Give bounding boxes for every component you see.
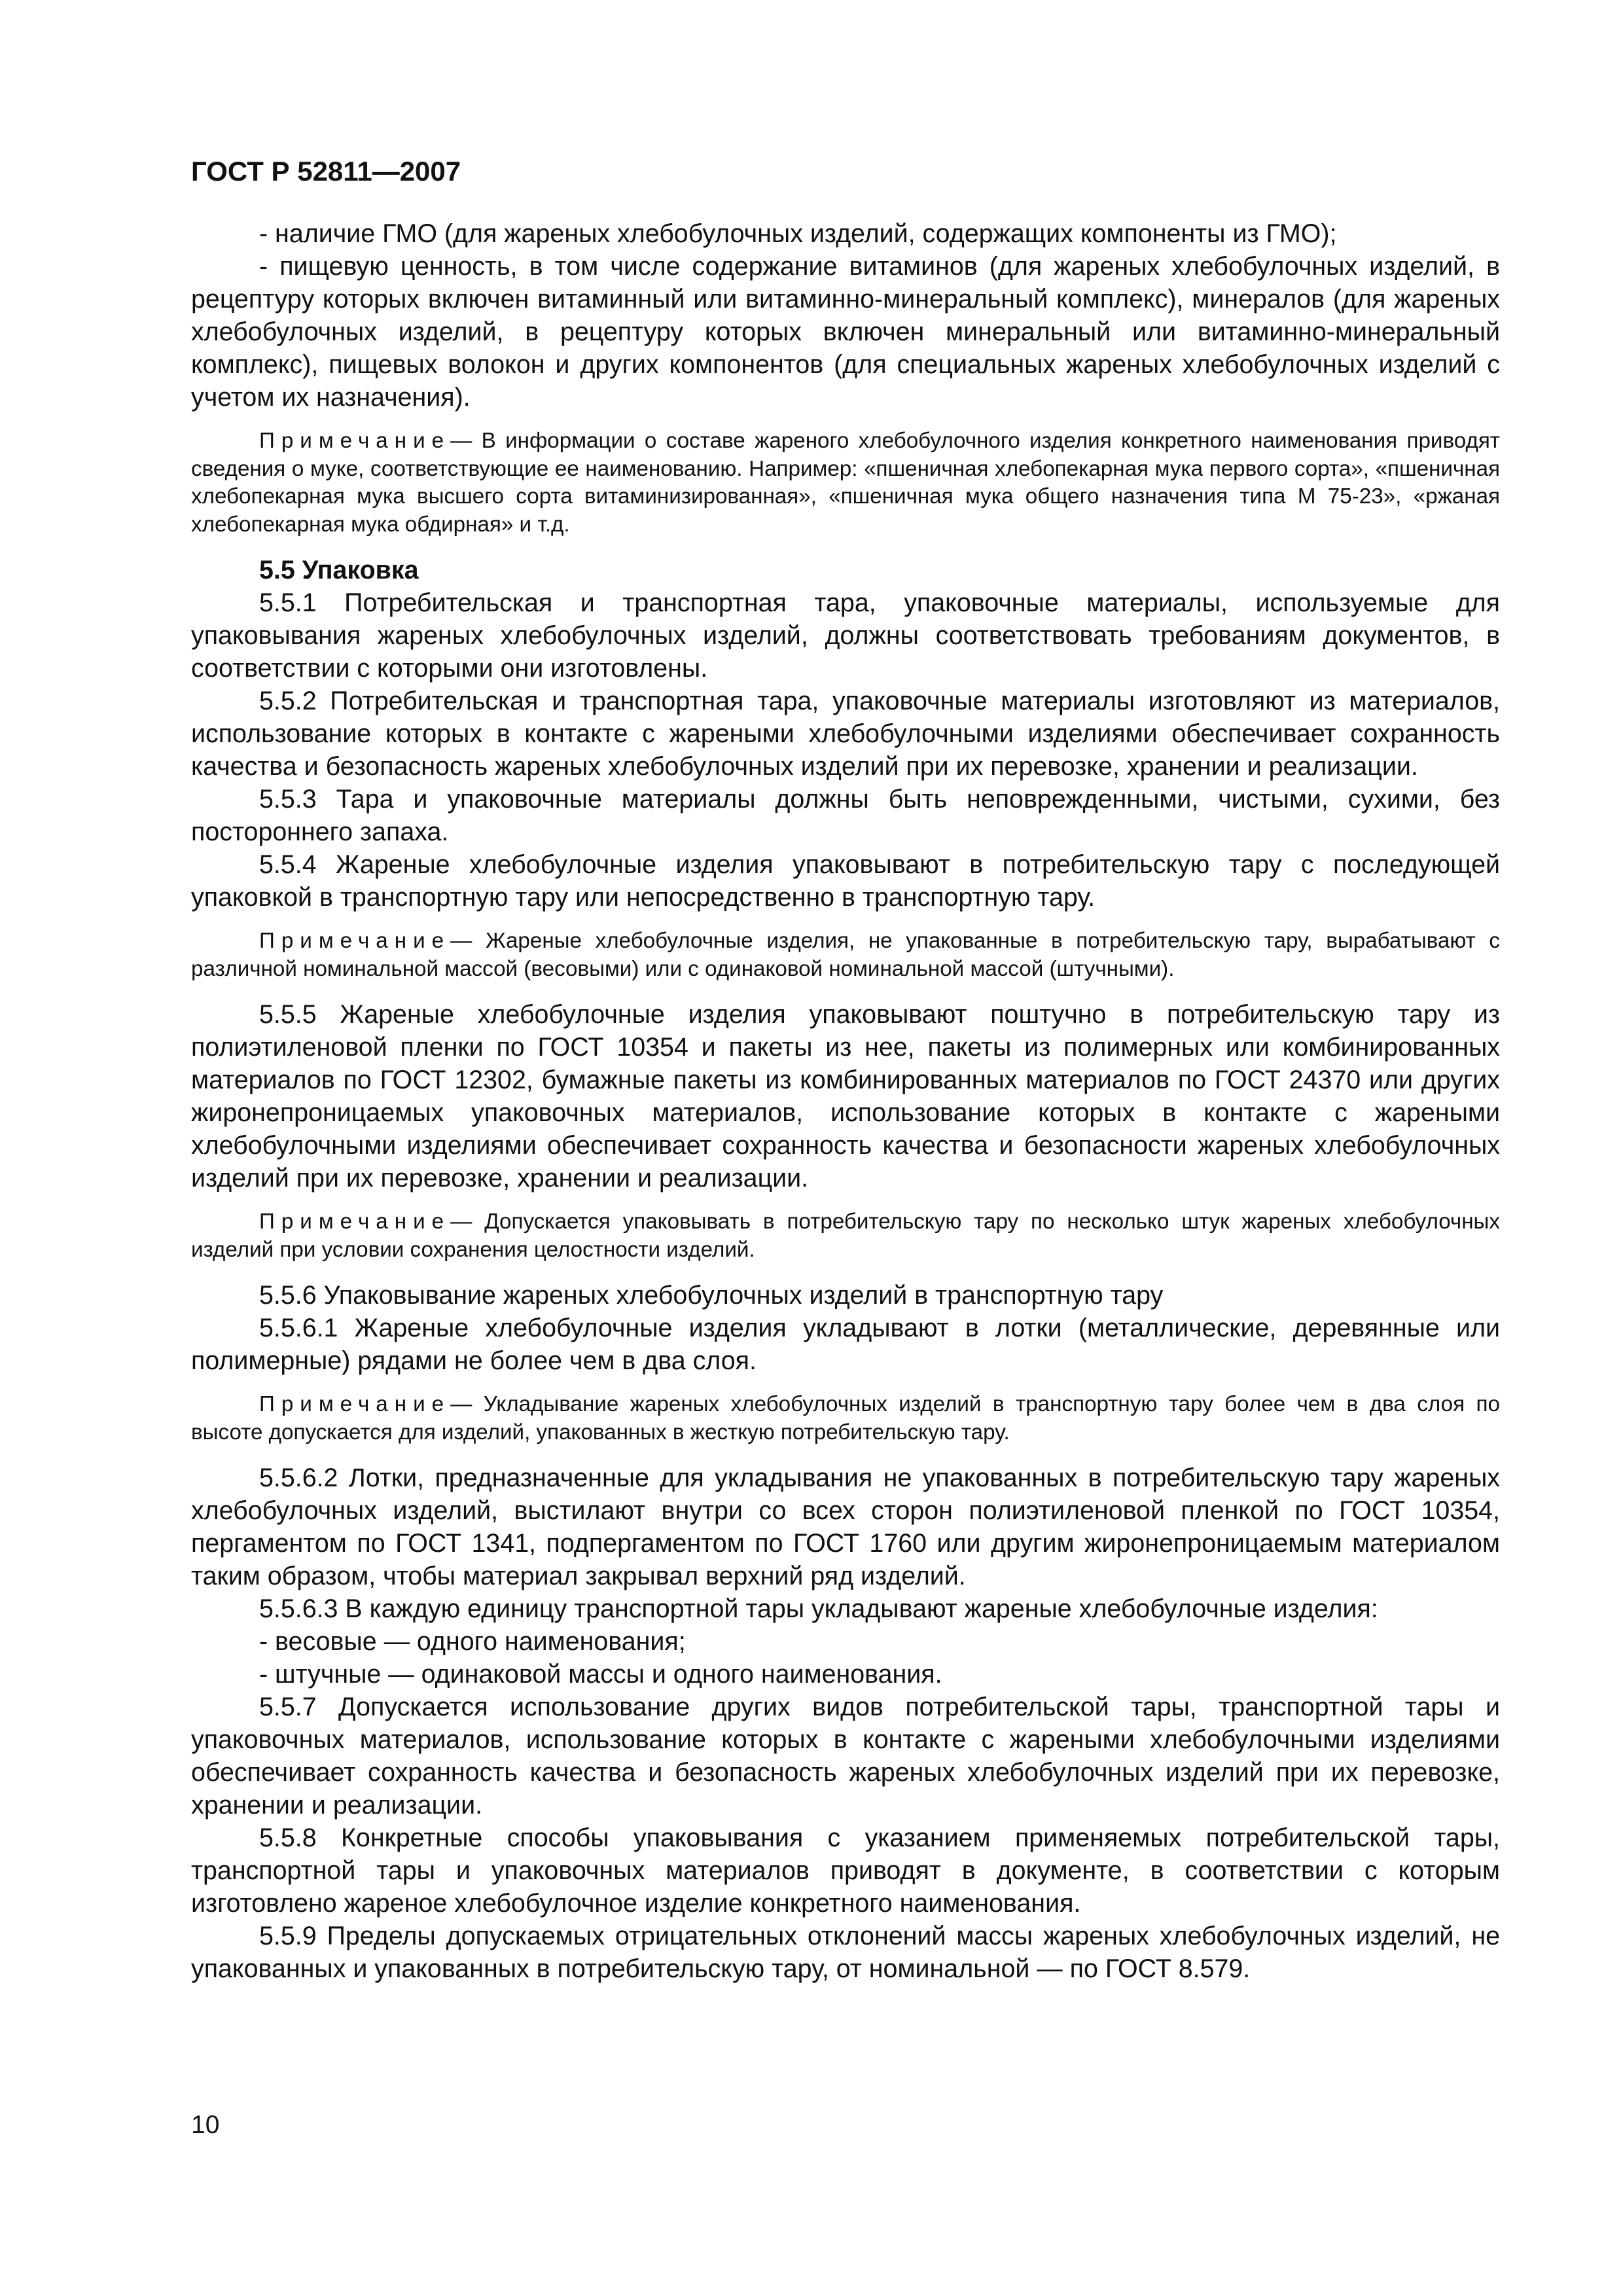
clause-5-5-6: 5.5.6 Упаковывание жареных хлебобулочных изделий в транспортную тару (259, 1281, 1164, 1310)
note-text: — В информации о составе жареного хлебобулочного изделия конкретного наименования приводят сведения о муке, соответствующие ее наименованию. Например: «пшеничная хлебопекарная мука первого сорта», «пшеничная хлебопекарная мука высшего сорта витаминизированная», «пшеничная мука общего назначения типа М 75-23», «ржаная хлебопекарная мука обдирная» и т.д. (191, 429, 1500, 537)
document-header: ГОСТ Р 52811—2007 (191, 156, 461, 187)
clause-5-5-7: 5.5.7 Допускается использование других видов потребительской тары, транспортной тары и упаковочных материалов, использование которых в контакте с жареными хлебобулочными изделиями обеспечивает сохранность качества и безопасность жареных хлебобулочных изделий при их перевозке, хранении и реализации. (191, 1693, 1500, 1820)
clause-5-5-2: 5.5.2 Потребительская и транспортная тара, упаковочные материалы изготовляют из материалов, использование которых в контакте с жареными хлебобулочными изделиями обеспечивает сохранность качества и безопасность жареных хлебобулочных изделий при их перевозке, хранении и реализации. (191, 687, 1500, 781)
clause-5-5-5: 5.5.5 Жареные хлебобулочные изделия упаковывают поштучно в потребительскую тару из полиэтиленовой пленки по ГОСТ 10354 и пакеты из нее, пакеты из полимерных или комбинированных материалов по ГОСТ 12302, бумажные пакеты из комбинированных материалов по ГОСТ 24370 или других жиронепроницаемых упаковочных материалов, использование которых в контакте с жареными хлебобулочными изделиями обеспечивает сохранность качества и безопасности жареных хлебобулочных изделий при их перевозке, хранении и реализации. (191, 1000, 1500, 1193)
note-label: Примечание (259, 429, 451, 453)
clause-5-5-3: 5.5.3 Тара и упаковочные материалы должны быть неповрежденными, чистыми, сухими, без постороннего запаха. (191, 785, 1500, 846)
note-text: — Укладывание жареных хлебобулочных изделий в транспортную тару более чем в два слоя по высоте допускается для изделий, упакованных в жесткую потребительскую тару. (191, 1392, 1500, 1444)
section-title: 5.5 Упаковка (259, 556, 419, 584)
clause-5-5-6-1: 5.5.6.1 Жареные хлебобулочные изделия укладывают в лотки (металлические, деревянные или полимерные) рядами не более чем в два слоя. (191, 1314, 1500, 1375)
clause-5-5-9: 5.5.9 Пределы допускаемых отрицательных отклонений массы жареных хлебобулочных изделий, не упакованных и упакованных в потребительскую тару, от номинальной — по ГОСТ 8.579. (191, 1922, 1500, 1983)
clause-5-5-6-2: 5.5.6.2 Лотки, предназначенные для укладывания не упакованных в потребительскую тару жареных хлебобулочных изделий, выстилают внутри со всех сторон полиэтиленовой пленкой по ГОСТ 10354, пергаментом по ГОСТ 1341, подпергаментом по ГОСТ 1760 или другим жиронепроницаемым материалом таким образом, чтобы материал закрывал верхний ряд изделий. (191, 1463, 1500, 1590)
note-layers (191, 1391, 1500, 1446)
note-label: Примечание (259, 1392, 451, 1416)
note-flour (191, 427, 1500, 539)
clause-5-5-6-3: 5.5.6.3 В каждую единицу транспортной тары укладывают жареные хлебобулочные изделия: (259, 1594, 1378, 1623)
note-text: — Жареные хлебобулочные изделия, не упакованные в потребительскую тару, вырабатывают с различной номинальной массой (весовыми) или с одинаковой номинальной массой (штучными). (191, 929, 1500, 981)
note-label: Примечание (259, 1210, 451, 1234)
paragraph-nutrition: - пищевую ценность, в том числе содержание витаминов (для жареных хлебобулочных изделий, в рецептуру которых включен витаминный или витаминно-минеральный комплекс), минералов (для жареных хлебобулочных изделий, в рецептуру которых включен минеральный или витаминно-минеральный комплекс), пищевых волокон и других компонентов (для специальных жареных хлебобулочных изделий с учетом их назначения). (191, 252, 1500, 412)
list-item-bulk: - весовые — одного наименования; (259, 1627, 686, 1656)
page-number: 10 (191, 2111, 220, 2139)
clause-5-5-1: 5.5.1 Потребительская и транспортная тара, упаковочные материалы, используемые для упаковывания жареных хлебобулочных изделий, должны соответствовать требованиям документов, в соответствии с которыми они изготовлены. (191, 588, 1500, 683)
clause-5-5-4: 5.5.4 Жареные хлебобулочные изделия упаковывают в потребительскую тару с последующей упаковкой в транспортную тару или непосредственно в транспортную тару. (191, 850, 1500, 912)
list-item-piece: - штучные — одинаковой массы и одного наименования. (259, 1660, 942, 1689)
note-weight (191, 927, 1500, 983)
paragraph-gmo: - наличие ГМО (для жареных хлебобулочных изделий, содержащих компоненты из ГМО); (259, 219, 1337, 248)
note-label: Примечание (259, 929, 451, 953)
document-body (191, 217, 1500, 1985)
document-page (191, 154, 1500, 1985)
clause-5-5-8: 5.5.8 Конкретные способы упаковывания с указанием применяемых потребительской тары, транспортной тары и упаковочных материалов приводят в документе, в соответствии с которым изготовлено жареное хлебобулочное изделие конкретного наименования. (191, 1823, 1500, 1918)
note-pieces (191, 1208, 1500, 1264)
note-text: — Допускается упаковывать в потребительскую тару по несколько штук жареных хлебобулочных изделий при условии сохранения целостности изделий. (191, 1210, 1500, 1262)
